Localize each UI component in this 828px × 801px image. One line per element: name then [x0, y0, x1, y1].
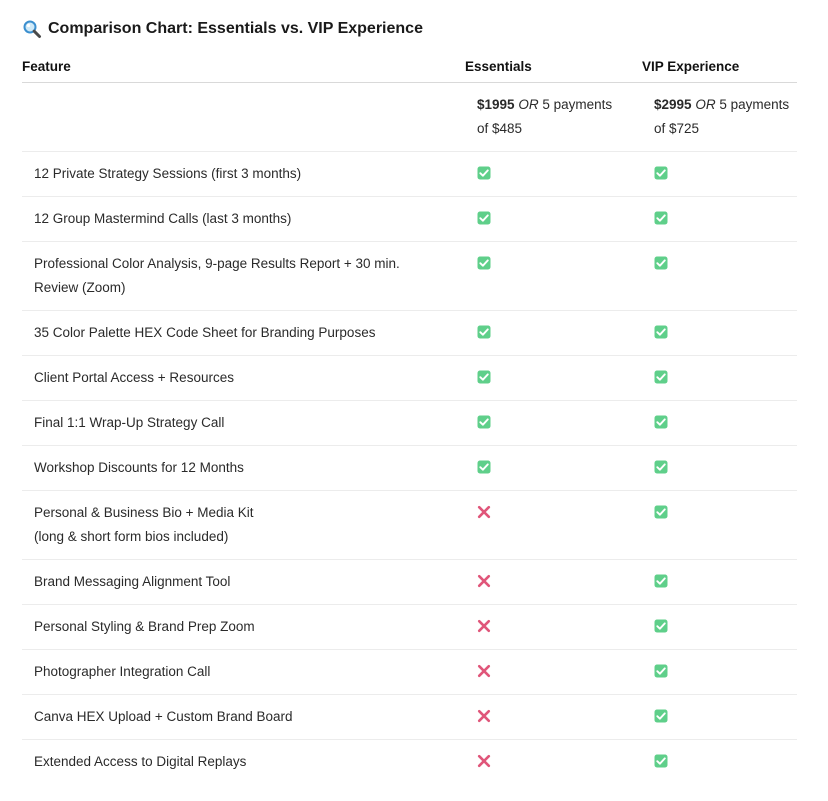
- cross-icon: [477, 754, 491, 768]
- header-vip: VIP Experience: [642, 50, 797, 83]
- feature-label: Brand Messaging Alignment Tool: [34, 574, 231, 589]
- header-feature: Feature: [22, 50, 465, 83]
- vip-cell: [642, 491, 797, 560]
- cross-icon: [477, 709, 491, 723]
- feature-cell: [22, 605, 465, 650]
- feature-label: Client Portal Access + Resources: [34, 370, 234, 385]
- vip-price: $2995: [654, 97, 692, 112]
- table-row: [22, 152, 797, 197]
- essentials-cell: [465, 152, 642, 197]
- essentials-cell: [465, 740, 642, 785]
- table-row: [22, 242, 797, 311]
- vip-cell: [642, 401, 797, 446]
- feature-label: Photographer Integration Call: [34, 664, 211, 679]
- feature-cell: [22, 491, 465, 560]
- table-row: [22, 695, 797, 740]
- feature-label: Professional Color Analysis, 9-page Results Report + 30 min.: [34, 256, 400, 271]
- essentials-cell: [465, 695, 642, 740]
- check-icon: [477, 460, 491, 474]
- pricing-feature-cell: [22, 83, 465, 152]
- feature-label: Extended Access to Digital Replays: [34, 754, 247, 769]
- feature-label-continued: Review (Zoom): [34, 280, 126, 295]
- feature-cell: [22, 356, 465, 401]
- header-essentials: Essentials: [465, 50, 642, 83]
- check-icon: [654, 754, 668, 768]
- check-icon: [477, 166, 491, 180]
- title-text: Comparison Chart: Essentials vs. VIP Experience: [48, 20, 423, 37]
- vip-cell: [642, 740, 797, 785]
- check-icon: [654, 619, 668, 633]
- feature-cell: [22, 152, 465, 197]
- vip-cell: [642, 311, 797, 356]
- feature-cell: [22, 695, 465, 740]
- check-icon: [654, 325, 668, 339]
- check-icon: [654, 256, 668, 270]
- page-title: [22, 17, 423, 41]
- vip-cell: [642, 242, 797, 311]
- vip-cell: [642, 650, 797, 695]
- essentials-cell: [465, 356, 642, 401]
- magnifying-glass-icon: [22, 19, 42, 39]
- cross-icon: [477, 619, 491, 633]
- check-icon: [654, 505, 668, 519]
- feature-label: 12 Private Strategy Sessions (first 3 months): [34, 166, 302, 181]
- check-icon: [654, 574, 668, 588]
- vip-cell: [642, 446, 797, 491]
- check-icon: [654, 664, 668, 678]
- check-icon: [654, 415, 668, 429]
- vip-cell: [642, 605, 797, 650]
- feature-cell: [22, 242, 465, 311]
- cross-icon: [477, 574, 491, 588]
- check-icon: [477, 256, 491, 270]
- essentials-cell: [465, 401, 642, 446]
- table-row: [22, 197, 797, 242]
- essentials-cell: [465, 560, 642, 605]
- check-icon: [654, 166, 668, 180]
- feature-cell: [22, 401, 465, 446]
- table-row: [22, 311, 797, 356]
- vip-cell: [642, 197, 797, 242]
- feature-label: Canva HEX Upload + Custom Brand Board: [34, 709, 293, 724]
- check-icon: [654, 709, 668, 723]
- feature-label: Personal & Business Bio + Media Kit: [34, 505, 254, 520]
- essentials-or: OR: [518, 97, 539, 112]
- essentials-cell: [465, 242, 642, 311]
- feature-cell: [22, 446, 465, 491]
- essentials-price: $1995: [477, 97, 515, 112]
- table-row: [22, 401, 797, 446]
- vip-cell: [642, 356, 797, 401]
- table-row: [22, 446, 797, 491]
- table-row: [22, 605, 797, 650]
- feature-label: Personal Styling & Brand Prep Zoom: [34, 619, 255, 634]
- vip-or: OR: [695, 97, 716, 112]
- essentials-payment-amount: of $485: [477, 121, 523, 136]
- feature-label: Final 1:1 Wrap-Up Strategy Call: [34, 415, 225, 430]
- feature-cell: [22, 560, 465, 605]
- check-icon: [477, 325, 491, 339]
- cross-icon: [477, 664, 491, 678]
- table-row: [22, 560, 797, 605]
- table-row: [22, 650, 797, 695]
- feature-cell: [22, 740, 465, 785]
- feature-cell: [22, 650, 465, 695]
- check-icon: [477, 211, 491, 225]
- check-icon: [654, 211, 668, 225]
- table-row: [22, 740, 797, 785]
- pricing-row: [22, 83, 797, 152]
- essentials-cell: [465, 311, 642, 356]
- vip-cell: [642, 560, 797, 605]
- essentials-cell: [465, 605, 642, 650]
- vip-payment-amount: of $725: [654, 121, 700, 136]
- header-row: [22, 50, 797, 83]
- vip-price-cell: [642, 83, 797, 152]
- essentials-payments: 5 payments: [542, 97, 613, 112]
- feature-label: Workshop Discounts for 12 Months: [34, 460, 244, 475]
- check-icon: [477, 370, 491, 384]
- check-icon: [477, 415, 491, 429]
- feature-label: 12 Group Mastermind Calls (last 3 months): [34, 211, 292, 226]
- feature-label: 35 Color Palette HEX Code Sheet for Branding Purposes: [34, 325, 376, 340]
- essentials-price-cell: [465, 83, 642, 152]
- essentials-cell: [465, 491, 642, 560]
- feature-cell: [22, 197, 465, 242]
- essentials-cell: [465, 446, 642, 491]
- essentials-cell: [465, 197, 642, 242]
- vip-payments: 5 payments: [719, 97, 790, 112]
- cross-icon: [477, 505, 491, 519]
- essentials-cell: [465, 650, 642, 695]
- feature-cell: [22, 311, 465, 356]
- check-icon: [654, 370, 668, 384]
- check-icon: [654, 460, 668, 474]
- vip-cell: [642, 152, 797, 197]
- vip-cell: [642, 695, 797, 740]
- table-row: [22, 356, 797, 401]
- feature-label-continued: (long & short form bios included): [34, 529, 229, 544]
- comparison-table: [22, 50, 797, 784]
- table-row: [22, 491, 797, 560]
